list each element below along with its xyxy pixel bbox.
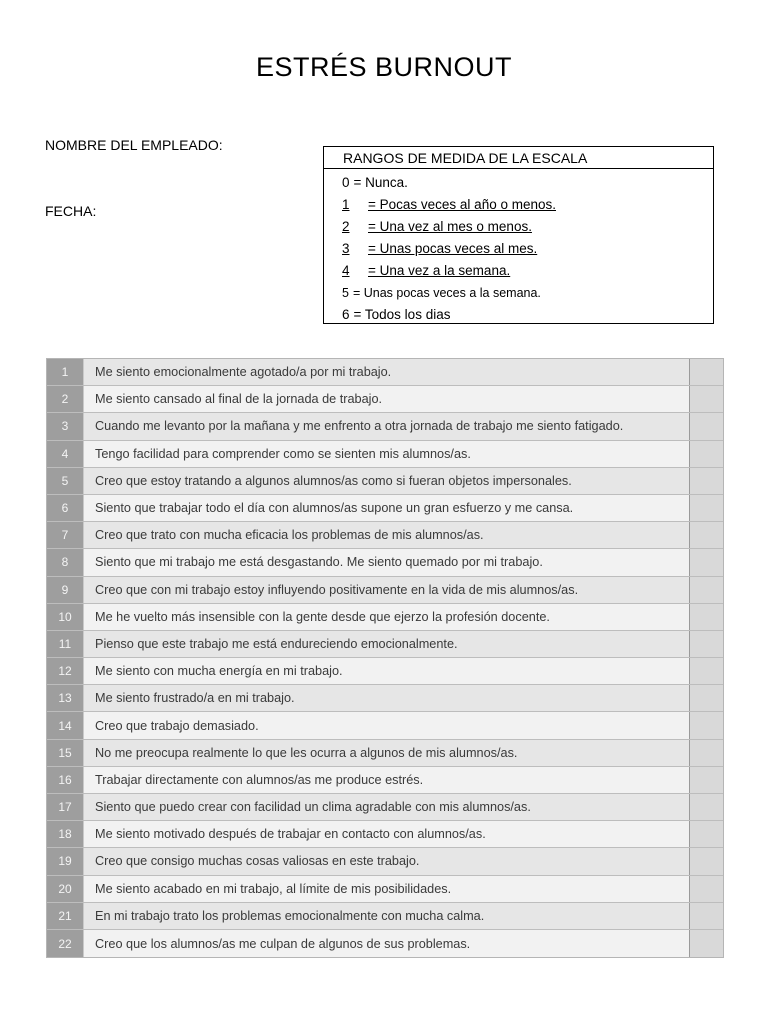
question-text: En mi trabajo trato los problemas emocionalmente con mucha calma. — [84, 903, 690, 929]
scale-item-text: = Pocas veces al año o menos. — [368, 197, 556, 212]
answer-cell[interactable] — [690, 712, 723, 738]
scale-legend-header: RANGOS DE MEDIDA DE LA ESCALA — [324, 147, 713, 169]
question-number: 11 — [47, 631, 84, 657]
question-text: Trabajar directamente con alumnos/as me produce estrés. — [84, 767, 690, 793]
question-text: Me he vuelto más insensible con la gente desde que ejerzo la profesión docente. — [84, 604, 690, 630]
answer-cell[interactable] — [690, 359, 723, 385]
scale-item-6 — [342, 304, 713, 326]
question-text: Creo que consigo muchas cosas valiosas en este trabajo. — [84, 848, 690, 874]
answer-cell[interactable] — [690, 631, 723, 657]
answer-cell[interactable] — [690, 441, 723, 467]
question-row — [47, 685, 723, 712]
scale-item-number: 4 — [342, 263, 350, 278]
question-number: 10 — [47, 604, 84, 630]
scale-item-text: = Una vez a la semana. — [368, 263, 511, 278]
scale-item-1 — [342, 194, 713, 216]
question-row — [47, 468, 723, 495]
answer-cell[interactable] — [690, 903, 723, 929]
question-row — [47, 848, 723, 875]
scale-item-number: 3 — [342, 241, 350, 256]
scale-legend-list — [324, 169, 713, 326]
scale-item-0 — [342, 172, 713, 194]
question-row — [47, 930, 723, 957]
question-number: 2 — [47, 386, 84, 412]
scale-item-text: = Unas pocas veces a la semana. — [352, 286, 541, 300]
scale-item-number: 5 — [342, 286, 349, 300]
scale-item-number: 6 — [342, 307, 350, 322]
question-number: 6 — [47, 495, 84, 521]
scale-item-number: 0 — [342, 175, 350, 190]
question-text: Me siento cansado al final de la jornada de trabajo. — [84, 386, 690, 412]
question-text: Creo que trato con mucha eficacia los problemas de mis alumnos/as. — [84, 522, 690, 548]
question-row — [47, 658, 723, 685]
question-number: 21 — [47, 903, 84, 929]
question-row — [47, 549, 723, 576]
question-row — [47, 577, 723, 604]
question-text: Me siento frustrado/a en mi trabajo. — [84, 685, 690, 711]
answer-cell[interactable] — [690, 767, 723, 793]
question-text: Me siento motivado después de trabajar en contacto con alumnos/as. — [84, 821, 690, 847]
answer-cell[interactable] — [690, 876, 723, 902]
answer-cell[interactable] — [690, 549, 723, 575]
answer-cell[interactable] — [690, 794, 723, 820]
answer-cell[interactable] — [690, 685, 723, 711]
question-number: 9 — [47, 577, 84, 603]
scale-item-3 — [342, 238, 713, 260]
answer-cell[interactable] — [690, 658, 723, 684]
question-text: Siento que mi trabajo me está desgastando. Me siento quemado por mi trabajo. — [84, 549, 690, 575]
scale-item-number: 2 — [342, 219, 350, 234]
answer-cell[interactable] — [690, 495, 723, 521]
answer-cell[interactable] — [690, 848, 723, 874]
question-row — [47, 495, 723, 522]
question-row — [47, 712, 723, 739]
question-text: Me siento emocionalmente agotado/a por mi trabajo. — [84, 359, 690, 385]
question-row — [47, 631, 723, 658]
question-row — [47, 441, 723, 468]
answer-cell[interactable] — [690, 522, 723, 548]
scale-item-4 — [342, 260, 713, 282]
question-number: 5 — [47, 468, 84, 494]
scale-item-text: = Una vez al mes o menos. — [368, 219, 532, 234]
question-number: 20 — [47, 876, 84, 902]
answer-cell[interactable] — [690, 821, 723, 847]
question-row — [47, 522, 723, 549]
question-row — [47, 386, 723, 413]
question-number: 12 — [47, 658, 84, 684]
question-number: 15 — [47, 740, 84, 766]
question-row — [47, 903, 723, 930]
answer-cell[interactable] — [690, 740, 723, 766]
employee-name-label: NOMBRE DEL EMPLEADO: — [45, 137, 223, 153]
question-text: Pienso que este trabajo me está endureciendo emocionalmente. — [84, 631, 690, 657]
question-row — [47, 794, 723, 821]
question-text: Siento que trabajar todo el día con alumnos/as supone un gran esfuerzo y me cansa. — [84, 495, 690, 521]
question-row — [47, 740, 723, 767]
question-text: Creo que con mi trabajo estoy influyendo positivamente en la vida de mis alumnos/as. — [84, 577, 690, 603]
question-number: 19 — [47, 848, 84, 874]
question-text: Siento que puedo crear con facilidad un clima agradable con mis alumnos/as. — [84, 794, 690, 820]
question-row — [47, 767, 723, 794]
scale-item-5 — [342, 282, 713, 304]
question-number: 8 — [47, 549, 84, 575]
question-text: Creo que trabajo demasiado. — [84, 712, 690, 738]
question-text: No me preocupa realmente lo que les ocurra a algunos de mis alumnos/as. — [84, 740, 690, 766]
question-text: Tengo facilidad para comprender como se sienten mis alumnos/as. — [84, 441, 690, 467]
question-row — [47, 604, 723, 631]
question-text: Creo que estoy tratando a algunos alumnos/as como si fueran objetos impersonales. — [84, 468, 690, 494]
answer-cell[interactable] — [690, 577, 723, 603]
question-number: 17 — [47, 794, 84, 820]
answer-cell[interactable] — [690, 386, 723, 412]
question-row — [47, 876, 723, 903]
question-number: 3 — [47, 413, 84, 439]
question-text: Me siento con mucha energía en mi trabajo. — [84, 658, 690, 684]
questionnaire-table — [46, 358, 724, 958]
answer-cell[interactable] — [690, 930, 723, 957]
scale-legend-box — [323, 146, 714, 324]
scale-item-text: = Todos los dias — [353, 307, 451, 322]
question-number: 16 — [47, 767, 84, 793]
question-number: 18 — [47, 821, 84, 847]
answer-cell[interactable] — [690, 468, 723, 494]
question-text: Me siento acabado en mi trabajo, al límite de mis posibilidades. — [84, 876, 690, 902]
scale-item-text: = Nunca. — [353, 175, 408, 190]
question-number: 4 — [47, 441, 84, 467]
date-label: FECHA: — [45, 203, 97, 219]
question-number: 1 — [47, 359, 84, 385]
scale-item-2 — [342, 216, 713, 238]
question-number: 7 — [47, 522, 84, 548]
scale-item-number: 1 — [342, 197, 350, 212]
question-text: Creo que los alumnos/as me culpan de algunos de sus problemas. — [84, 930, 690, 957]
question-text: Cuando me levanto por la mañana y me enfrento a otra jornada de trabajo me siento fatigado. — [84, 413, 690, 439]
question-row — [47, 359, 723, 386]
question-number: 14 — [47, 712, 84, 738]
scale-item-text: = Unas pocas veces al mes. — [368, 241, 538, 256]
question-row — [47, 821, 723, 848]
question-row — [47, 413, 723, 440]
answer-cell[interactable] — [690, 604, 723, 630]
answer-cell[interactable] — [690, 413, 723, 439]
page-title: ESTRÉS BURNOUT — [255, 52, 513, 82]
question-number: 13 — [47, 685, 84, 711]
question-number: 22 — [47, 930, 84, 957]
